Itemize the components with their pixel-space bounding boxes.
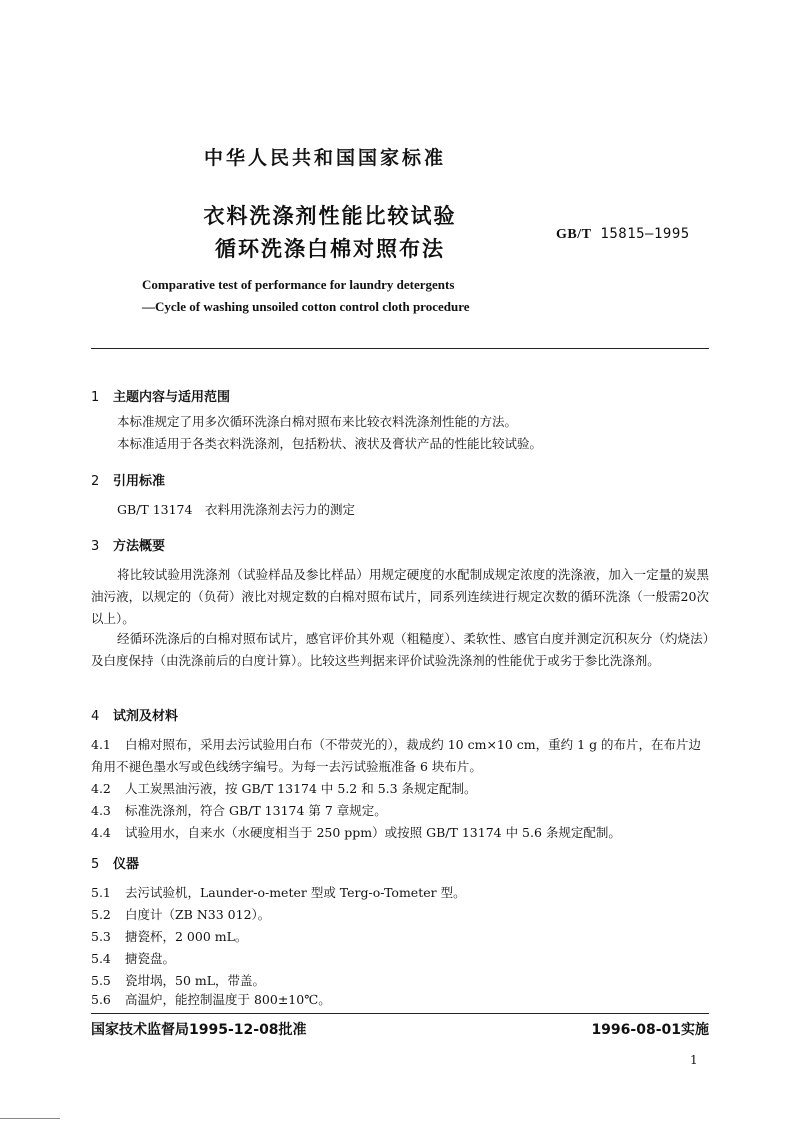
header-divider (91, 348, 709, 349)
section-number: 5 (91, 857, 100, 872)
title-cn-line-2: 循环洗涤白棉对照布法 (215, 237, 445, 261)
list-item (91, 822, 709, 844)
item-number: 4.1 (91, 737, 111, 752)
implementation-date: 1996-08-01实施 (591, 1022, 709, 1038)
item-text: 白棉对照布，采用去污试验用白布（不带荧光的），裁成约 10 cm×10 cm，重约 1 g 的布片，在布片边角用不褪色墨水写或色线绣字编号。为每一去污试验瓶准备 6 块布片。 (91, 737, 702, 774)
item-number: 4.3 (91, 803, 111, 818)
item-text: 白度计（ZB N33 012）。 (125, 907, 271, 922)
list-item (91, 734, 709, 778)
list-item (91, 948, 709, 970)
section-title: 主题内容与适用范围 (113, 390, 231, 405)
standard-prefix: GB/T (556, 227, 592, 242)
item-number: 4.4 (91, 825, 111, 840)
section-1-paragraph-2: 本标准适用于各类衣料洗涤剂，包括粉状、液状及膏状产品的性能比较试验。 (117, 436, 543, 451)
item-text: 搪瓷杯，2 000 mL。 (125, 929, 248, 944)
item-number: 5.3 (91, 929, 111, 944)
section-1-paragraph-1: 本标准规定了用多次循环洗涤白棉对照布来比较衣料洗涤剂性能的方法。 (117, 414, 518, 429)
list-item (91, 989, 709, 1011)
list-item (91, 800, 709, 822)
section-number: 2 (91, 474, 100, 489)
list-item (91, 778, 709, 800)
item-number: 5.6 (91, 992, 111, 1007)
title-en-line-2: —Cycle of washing unsoiled cotton control cloth procedure (142, 299, 470, 314)
title-en-line-1: Comparative test of performance for laundry detergents (142, 277, 455, 292)
footer-divider (91, 1013, 709, 1014)
item-text: 去污试验机，Launder-o-meter 型或 Terg-o-Tometer 型。 (125, 885, 466, 900)
title-cn-line-1: 衣料洗涤剂性能比较试验 (203, 204, 457, 228)
section-5-heading (91, 853, 139, 872)
section-3-paragraph-2: 经循环洗涤后的白棉对照布试片，感官评价其外观（粗糙度）、柔软性、感官白度并测定沉积灰分（灼烧法）及白度保持（由洗涤前后的白度计算）。比较这些判据来评价试验洗涤剂的性能优于或劣于参比洗涤剂。 (91, 631, 709, 668)
item-text: 高温炉，能控制温度于 800±10℃。 (125, 992, 331, 1007)
approval-statement: 国家技术监督局1995-12-08批准 (91, 1022, 307, 1038)
item-number: 5.4 (91, 951, 111, 966)
section-title: 仪器 (113, 857, 140, 872)
item-number: 5.1 (91, 885, 111, 900)
national-standard-heading: 中华人民共和国国家标准 (203, 147, 446, 169)
list-item (91, 882, 709, 904)
scan-artifact-line (0, 1118, 60, 1119)
item-number: 5.5 (91, 973, 111, 988)
referenced-standard: GB/T 13174 衣料用洗涤剂去污力的测定 (117, 502, 355, 517)
item-text: 瓷坩埚，50 mL，带盖。 (125, 973, 266, 988)
section-1-heading (91, 386, 230, 405)
section-number: 1 (91, 390, 100, 405)
standard-number (556, 226, 690, 243)
section-3-heading (91, 535, 165, 554)
section-title: 方法概要 (113, 539, 166, 554)
section-2-heading (91, 470, 165, 489)
item-text: 标准洗涤剂，符合 GB/T 13174 第 7 章规定。 (125, 803, 387, 818)
section-title: 试剂及材料 (113, 709, 179, 724)
item-number: 5.2 (91, 907, 111, 922)
item-text: 人工炭黑油污液，按 GB/T 13174 中 5.2 和 5.3 条规定配制。 (125, 781, 477, 796)
section-title: 引用标准 (113, 474, 166, 489)
standard-code: 15815—1995 (600, 226, 690, 242)
section-4-heading (91, 705, 178, 724)
item-text: 搪瓷盘。 (125, 951, 176, 966)
item-number: 4.2 (91, 781, 111, 796)
page-number: 1 (690, 1053, 698, 1067)
item-text: 试验用水，自来水（水硬度相当于 250 ppm）或按照 GB/T 13174 中 5.6 条规定配制。 (125, 825, 621, 840)
list-item (91, 926, 709, 948)
section-number: 4 (91, 709, 100, 724)
section-3-paragraph-1: 将比较试验用洗涤剂（试验样品及参比样品）用规定硬度的水配制成规定浓度的洗涤液，加入一定量的炭黑油污液，以规定的（负荷）液比对规定数的白棉对照布试片，同系列连续进行规定次数的循环洗涤（一般需20次以上）。 (91, 567, 709, 626)
list-item (91, 904, 709, 926)
section-number: 3 (91, 539, 100, 554)
